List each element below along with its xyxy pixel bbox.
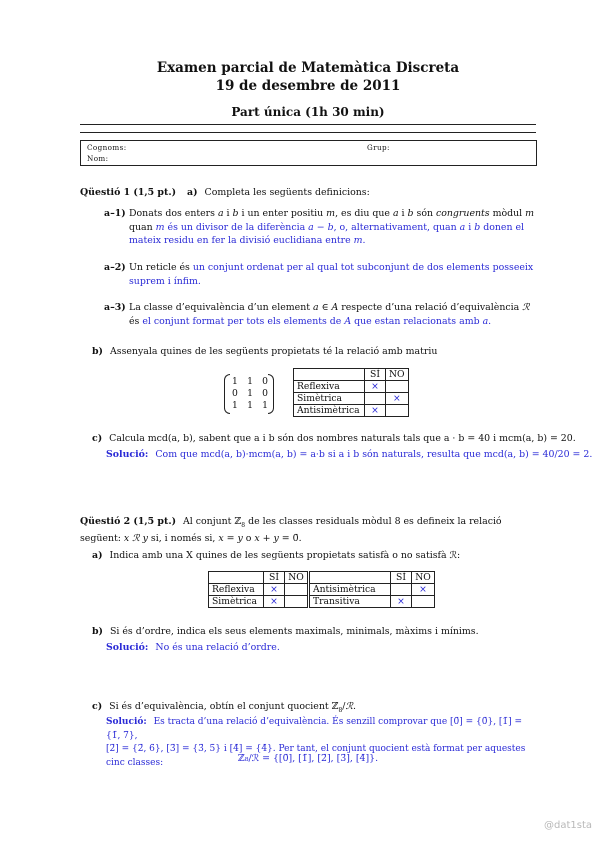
q1-a1-label: a–1) [104, 208, 126, 219]
q2-c-formula: ℤ₈/ℛ = {[0̄], [1̄], [2̄], [3̄], [4̄]}. [237, 753, 379, 764]
q2-label: Qüestió 2 (1,5 pt.) [80, 516, 177, 527]
q2-heading: Qüestió 2 (1,5 pt.) Al conjunt ℤ$_8$ de les classes residuals mòdul 8 es defineix la relació següent: x ℛ y si, i només si, x = y o x + y = 0̄. [80, 516, 502, 545]
q1-a2-text: Un reticle és un conjunt ordenat per al qual tot subconjunt de dos elements posseeix suprem i ínfim. [129, 262, 534, 287]
rule-top-2 [80, 132, 536, 133]
table-header-empty [209, 572, 264, 584]
matrix-row: 0 1 0 [232, 388, 268, 399]
q1-a2-label: a–2) [104, 262, 126, 273]
q1-a1-text: Donats dos enters a i b i un enter positiu m, es diu que a i b són congruents mòdul m quan m és un divisor de la diferència a − b, o, alternativament, quan a i b donen el mateix residu en fer la divisió euclidiana entre m. [129, 208, 535, 246]
q1-c-solution: Solució: Com que mcd(a, b)·mcm(a, b) = a·b si a i b són naturals, resulta que mcd(a, b) = 40/20 = 2. [106, 449, 593, 460]
q2-a: a) Indica amb una X quines de les següents propietats satisfà o no satisfà ℛ: [92, 550, 461, 561]
q1-heading [80, 186, 370, 200]
exam-title: Examen parcial de Matemàtica Discreta [156, 60, 460, 76]
table-header-si: SÍ [365, 369, 386, 381]
q2-b: b) Si és d’ordre, indica els seus elements maximals, minimals, màxims i mínims. [92, 626, 479, 637]
q2-b-solution: Solució: No és una relació d’ordre. [106, 642, 280, 653]
matrix-row: 1 1 0 [232, 376, 268, 387]
table-row: Simètrica × [294, 393, 409, 405]
q1-a2-answer: un conjunt ordenat per al qual tot subconjunt de dos elements posseeix suprem i ínfim. [129, 262, 534, 287]
matrix-row: 1 1 1 [232, 400, 268, 411]
q1-properties-table [293, 368, 409, 417]
q1-a3-label: a–3) [104, 302, 126, 313]
q1-c: c) Calcula mcd(a, b), sabent que a i b són dos nombres naturals tals que a · b = 40 i mcm(a, b) = 20. [92, 433, 576, 444]
cognoms-label: Cognoms: [87, 143, 127, 152]
grup-label: Grup: [367, 143, 390, 152]
nom-label: Nom: [87, 154, 109, 163]
student-id-box [80, 140, 537, 166]
table-header-no: NO [386, 369, 409, 381]
q1-a-intro: Completa les següents definicions: [204, 187, 370, 198]
table-row: Antisimètrica × [294, 405, 409, 417]
table-row: Reflexiva × Antisimètrica × [209, 584, 435, 596]
table-row: Reflexiva × [294, 381, 409, 393]
q2-c-solution: Solució: Es tracta d’una relació d’equivalència. És senzill comprovar que [0̄] = {0̄}, [1̄] = {1̄, 7̄}, [2̄] = {2̄, 6̄}, [3̄] = {3̄, 5̄} i [4̄] = {4̄}. Per tant, el conjunt quocient està format per aquestes cinc classes: [106, 717, 526, 768]
rule-top [80, 124, 536, 125]
q1-a3-text: La classe d’equivalència d’un element a ∈ A respecte d’una relació d’equivalència ℛ és el conjunt format per tots els elements de A que estan relacionats amb a. [129, 302, 530, 327]
q1-a-label: a) [187, 187, 198, 198]
q1-label: Qüestió 1 (1,5 pt.) [80, 187, 177, 198]
q1-b: b) Assenyala quines de les següents propietats té la relació amb matriu [92, 346, 438, 357]
table-header-empty [294, 369, 365, 381]
exam-part: Part única (1h 30 min) [231, 105, 385, 119]
table-row: Simètrica × Transitiva × [209, 596, 435, 608]
exam-date: 19 de desembre de 2011 [215, 78, 401, 94]
relation-matrix [224, 374, 274, 414]
q2-c: c) Si és d’equivalència, obtín el conjunt quocient ℤ$_8$/ℛ. [92, 701, 356, 714]
q2-properties-table: SÍ NO SÍ NO Reflexiva × Antisimètrica × Simètrica × Transitiva × [208, 571, 435, 608]
watermark: @dat1sta [543, 820, 592, 831]
